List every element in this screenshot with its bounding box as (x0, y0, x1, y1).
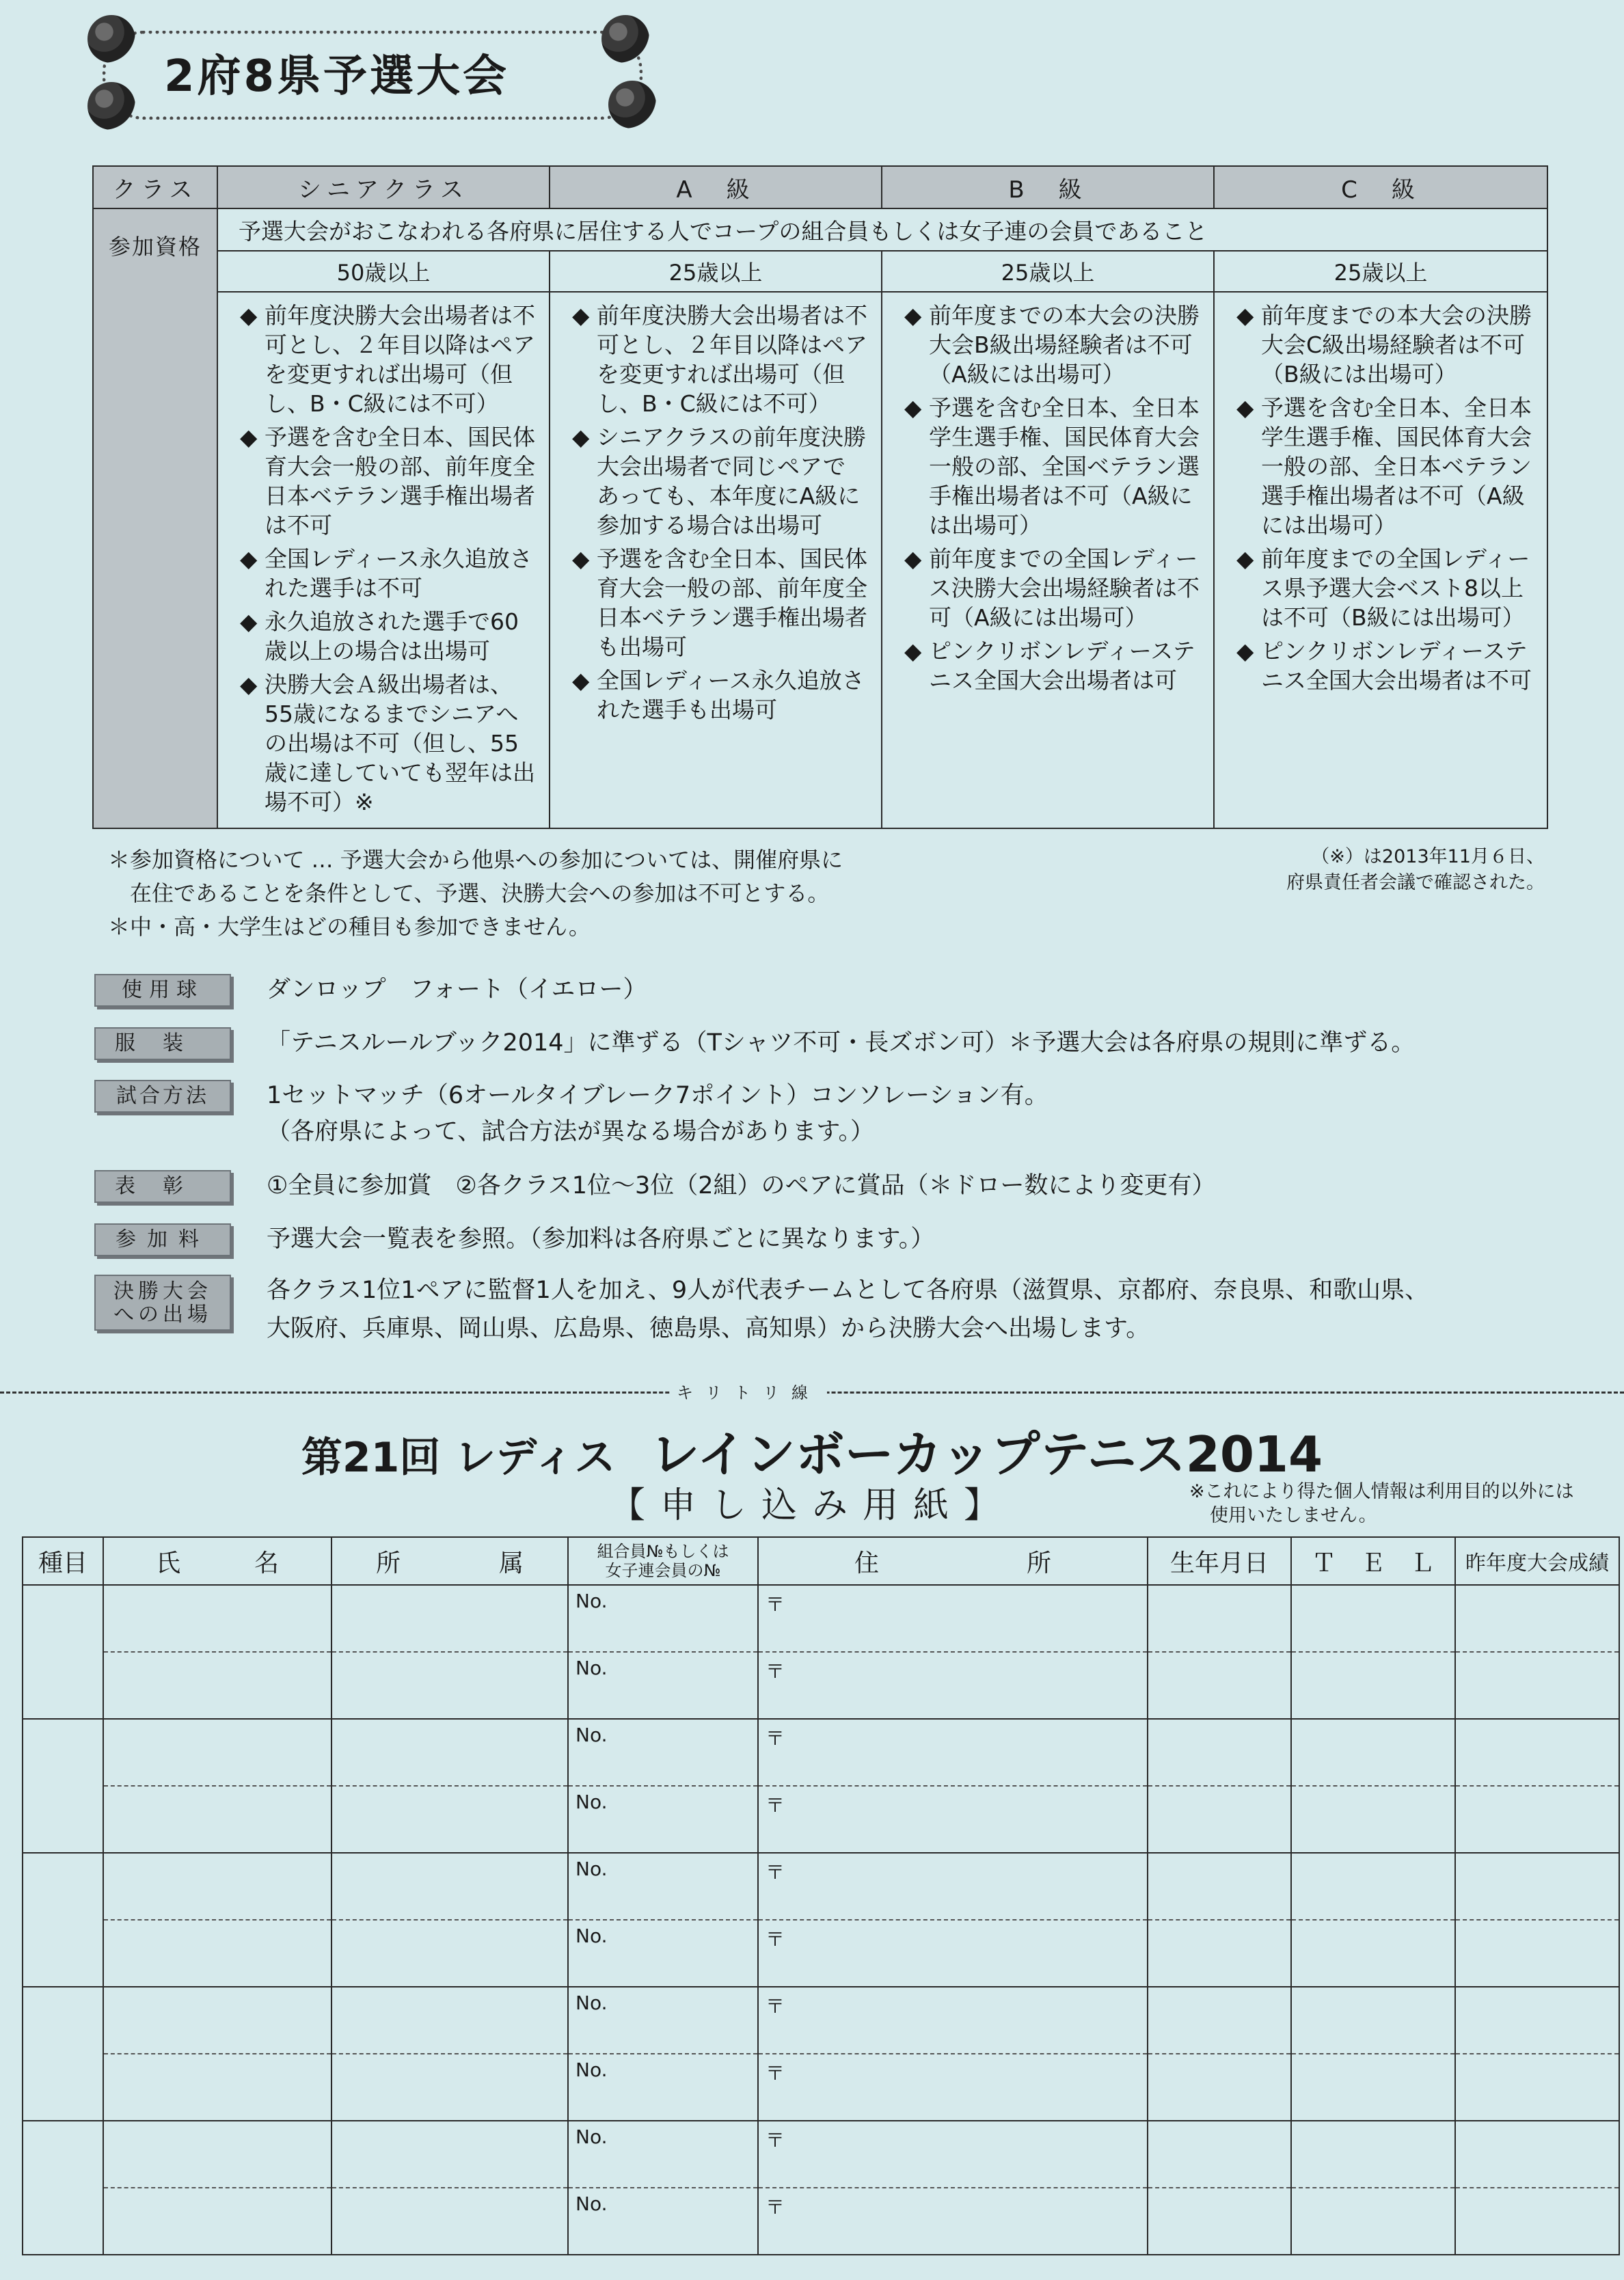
flower-ornament-icon (87, 15, 135, 63)
flower-ornament-icon (608, 81, 656, 128)
final-label (94, 1275, 231, 1331)
match-note: （各府県によって、試合方法が異なる場合があります。） (267, 1118, 875, 1145)
last-result-cell[interactable] (1455, 1652, 1619, 1719)
member-no-cell[interactable] (568, 1719, 758, 1786)
event-cell[interactable] (23, 1853, 103, 1987)
privacy-note-line1: ※これにより得た個人情報は利用目的以外には (1189, 1481, 1574, 1502)
tel-cell[interactable] (1291, 2188, 1455, 2255)
member-no-cell[interactable] (568, 1853, 758, 1920)
name-cell[interactable] (103, 1585, 331, 1652)
form-title (0, 1415, 1624, 1486)
affiliation-cell[interactable] (331, 1719, 568, 1786)
birthdate-cell[interactable] (1148, 1652, 1291, 1719)
rule-item: ◆ 決勝大会Ａ級出場者は、55歳になるまでシニアへの出場は不可（但し、55歳に達していても翌年は出場不可）※ (240, 670, 535, 817)
address-cell[interactable] (758, 1652, 1148, 1719)
class-header: クラス (93, 166, 217, 208)
table-row (23, 2121, 1619, 2188)
member-no-cell[interactable] (568, 1585, 758, 1652)
rule-item: ◆ 永久追放された選手で60歳以上の場合は出場可 (240, 607, 535, 666)
postal-mark: 〒 (766, 1727, 785, 1750)
column-b: B 級 (882, 166, 1214, 208)
rule-item: ◆ 前年度までの本大会の決勝大会B級出場経験者は不可（A級には出場可） (904, 301, 1200, 389)
header-tel: Ｔ Ｅ Ｌ (1291, 1537, 1455, 1585)
table-row (23, 1585, 1619, 1652)
note-confirmed-date: （※）は2013年11月６日、 (1311, 846, 1545, 867)
rule-item: ◆ ピンクリボンレディーステニス全国大会出場者は不可 (1236, 636, 1533, 695)
header-address: 住 所 (758, 1537, 1148, 1585)
address-cell[interactable] (758, 1786, 1148, 1853)
affiliation-cell[interactable] (331, 1853, 568, 1920)
table-row (23, 1786, 1619, 1853)
rule-item: ◆ 全国レディース永久追放された選手も出場可 (572, 666, 867, 724)
final-value-cont: 大阪府、兵庫県、岡山県、広島県、徳島県、高知県）から決勝大会へ出場します。 (267, 1315, 1150, 1342)
event-cell[interactable] (23, 1719, 103, 1853)
member-no-cell[interactable] (568, 1987, 758, 2054)
name-cell[interactable] (103, 2121, 331, 2188)
address-cell[interactable] (758, 1987, 1148, 2054)
name-cell[interactable] (103, 2188, 331, 2255)
rule-item: ◆ シニアクラスの前年度決勝大会出場者で同じペアであっても、本年度にA級に参加する場合は出場可 (572, 422, 867, 540)
affiliation-cell[interactable] (331, 2188, 568, 2255)
flower-ornament-icon (87, 82, 135, 130)
name-cell[interactable] (103, 1719, 331, 1786)
qualification-label: 参加資格 (93, 208, 217, 828)
final-label-line2: への出場 (113, 1303, 212, 1327)
last-result-cell[interactable] (1455, 1585, 1619, 1652)
tel-cell[interactable] (1291, 2054, 1455, 2121)
header-event: 種目 (23, 1537, 103, 1585)
address-cell[interactable] (758, 2054, 1148, 2121)
address-cell[interactable] (758, 2188, 1148, 2255)
birthdate-cell[interactable] (1148, 1987, 1291, 2054)
birthdate-cell[interactable] (1148, 1920, 1291, 1987)
no-prefix: No. (576, 1657, 608, 1679)
tel-cell[interactable] (1291, 1652, 1455, 1719)
age-senior: 50歳以上 (217, 251, 550, 292)
postal-mark: 〒 (766, 2196, 785, 2218)
birthdate-cell[interactable] (1148, 2121, 1291, 2188)
address-cell[interactable] (758, 1719, 1148, 1786)
application-table (22, 1536, 1620, 2255)
birthdate-cell[interactable] (1148, 1719, 1291, 1786)
table-row (23, 1987, 1619, 2054)
event-cell[interactable] (23, 1585, 103, 1719)
final-label-line1: 決勝大会 (113, 1279, 212, 1303)
note-confirmed-meeting: 府県責任者会議で確認された。 (1286, 872, 1545, 893)
fee-label: 参加料 (94, 1223, 231, 1256)
header-birthdate: 生年月日 (1148, 1537, 1291, 1585)
no-prefix: No. (576, 2193, 608, 2215)
no-prefix: No. (576, 1925, 608, 1947)
no-prefix: No. (576, 2126, 608, 2148)
event-cell[interactable] (23, 1987, 103, 2121)
no-prefix: No. (576, 1791, 608, 1813)
birthdate-cell[interactable] (1148, 1853, 1291, 1920)
last-result-cell[interactable] (1455, 2188, 1619, 2255)
rule-item: ◆ 前年度までの全国レディース県予選大会ベスト8以上は不可（B級には出場可） (1236, 544, 1533, 632)
tel-cell[interactable] (1291, 1786, 1455, 1853)
class-header-row (93, 166, 1547, 208)
address-cell[interactable] (758, 1853, 1148, 1920)
table-row (23, 1853, 1619, 1920)
header-member-no-line2: 女子連会員の№ (605, 1561, 721, 1580)
member-no-cell[interactable] (568, 1920, 758, 1987)
header-member-no-line1: 組合員№もしくは (597, 1542, 729, 1561)
postal-mark: 〒 (766, 1660, 785, 1683)
flower-ornament-icon (601, 15, 649, 63)
rule-item: ◆ 前年度決勝大会出場者は不可とし、２年目以降はペアを変更すれば出場可（但し、B・C級には不可） (572, 301, 867, 418)
birthdate-cell[interactable] (1148, 2054, 1291, 2121)
tel-cell[interactable] (1291, 1853, 1455, 1920)
affiliation-cell[interactable] (331, 1987, 568, 2054)
dress-label: 服装 (94, 1027, 231, 1060)
address-cell[interactable] (758, 2121, 1148, 2188)
name-cell[interactable] (103, 2054, 331, 2121)
tel-cell[interactable] (1291, 1719, 1455, 1786)
rule-item: ◆ 前年度決勝大会出場者は不可とし、２年目以降はペアを変更すれば出場可（但し、B・C級には不可） (240, 301, 535, 418)
last-result-cell[interactable] (1455, 2121, 1619, 2188)
postal-mark: 〒 (766, 1794, 785, 1817)
eligibility-table (92, 165, 1548, 829)
last-result-cell[interactable] (1455, 1719, 1619, 1786)
postal-mark: 〒 (766, 1928, 785, 1951)
rules-b (882, 292, 1214, 828)
member-no-cell[interactable] (568, 1652, 758, 1719)
birthdate-cell[interactable] (1148, 1585, 1291, 1652)
tel-cell[interactable] (1291, 1585, 1455, 1652)
note-participation: ＊参加資格について … 予選大会から他県への参加については、開催府県に (108, 847, 843, 873)
affiliation-cell[interactable] (331, 1585, 568, 1652)
postal-mark: 〒 (766, 1861, 785, 1884)
dress-value: 「テニスルールブック2014」に準ずる（Tシャツ不可・長ズボン可）＊予選大会は各府県の規則に準ずる。 (267, 1029, 1416, 1057)
member-no-cell[interactable] (568, 1786, 758, 1853)
affiliation-cell[interactable] (331, 1652, 568, 1719)
affiliation-cell[interactable] (331, 1786, 568, 1853)
award-label: 表彰 (94, 1170, 231, 1203)
table-row (23, 1652, 1619, 1719)
no-prefix: No. (576, 1590, 608, 1612)
note-participation-cont: 在住であることを条件として、予選、決勝大会への参加は不可とする。 (130, 880, 830, 906)
header-affiliation: 所 属 (331, 1537, 568, 1585)
column-a: A 級 (550, 166, 882, 208)
name-cell[interactable] (103, 1652, 331, 1719)
tel-cell[interactable] (1291, 1920, 1455, 1987)
rule-item: ◆ 前年度までの本大会の決勝大会C級出場経験者は不可（B級には出場可） (1236, 301, 1533, 389)
no-prefix: No. (576, 2059, 608, 2081)
postal-mark: 〒 (766, 2129, 785, 2152)
affiliation-cell[interactable] (331, 2121, 568, 2188)
match-label: 試合方法 (94, 1080, 231, 1113)
no-prefix: No. (576, 1724, 608, 1746)
no-prefix: No. (576, 1992, 608, 2014)
affiliation-cell[interactable] (331, 2054, 568, 2121)
table-row (23, 1719, 1619, 1786)
note-students: ＊中・高・大学生はどの種目も参加できません。 (108, 914, 591, 940)
tel-cell[interactable] (1291, 1987, 1455, 2054)
form-title-small: 第21回 レディス (301, 1434, 616, 1482)
name-cell[interactable] (103, 1987, 331, 2054)
fee-value: 予選大会一覧表を参照。（参加料は各府県ごとに異なります。） (267, 1225, 935, 1253)
age-b: 25歳以上 (882, 251, 1214, 292)
last-result-cell[interactable] (1455, 2054, 1619, 2121)
privacy-note-line2: 使用いたしません。 (1210, 1505, 1377, 1526)
last-result-cell[interactable] (1455, 1987, 1619, 2054)
no-prefix: No. (576, 1858, 608, 1880)
ball-label: 使用球 (94, 974, 231, 1007)
member-no-cell[interactable] (568, 2054, 758, 2121)
header-last-result: 昨年度大会成績 (1455, 1537, 1619, 1585)
match-value: 1セットマッチ（6オールタイブレーク7ポイント）コンソレーション有。 (267, 1082, 1048, 1109)
common-requirement: 予選大会がおこなわれる各府県に居住する人でコープの組合員もしくは女子連の会員であること (217, 208, 1547, 251)
last-result-cell[interactable] (1455, 1920, 1619, 1987)
age-a: 25歳以上 (550, 251, 882, 292)
postal-mark: 〒 (766, 2062, 785, 2085)
member-no-cell[interactable] (568, 2121, 758, 2188)
event-cell[interactable] (23, 2121, 103, 2255)
rule-item: ◆ ピンクリボンレディーステニス全国大会出場者は可 (904, 636, 1200, 695)
birthdate-cell[interactable] (1148, 1786, 1291, 1853)
final-value: 各クラス1位1ペアに監督1人を加え、9人が代表チームとして各府県（滋賀県、京都府、奈良県、和歌山県、 (267, 1277, 1429, 1304)
postal-mark: 〒 (766, 1995, 785, 2018)
name-cell[interactable] (103, 1853, 331, 1920)
tel-cell[interactable] (1291, 2121, 1455, 2188)
award-value: ①全員に参加賞 ②各クラス1位〜3位（2組）のペアに賞品（＊ドロー数により変更有） (267, 1172, 1216, 1199)
name-cell[interactable] (103, 1920, 331, 1987)
privacy-note (1189, 1480, 1574, 1528)
page-title: 2府8県予選大会 (164, 51, 510, 102)
rule-item: ◆ 予選を含む全日本、全日本学生選手権、国民体育大会一般の部、全日本ベテラン選手権出場者は不可（A級には出場可） (1236, 393, 1533, 540)
address-cell[interactable] (758, 1585, 1148, 1652)
birthdate-cell[interactable] (1148, 2188, 1291, 2255)
form-title-big: レインボーカップテニス2014 (650, 1426, 1323, 1483)
age-c: 25歳以上 (1214, 251, 1547, 292)
table-row (23, 2188, 1619, 2255)
application-header-row (23, 1537, 1619, 1585)
rule-item: ◆ 全国レディース永久追放された選手は不可 (240, 544, 535, 603)
affiliation-cell[interactable] (331, 1920, 568, 1987)
table-row (23, 1920, 1619, 1987)
rules-a (550, 292, 882, 828)
member-no-cell[interactable] (568, 2188, 758, 2255)
last-result-cell[interactable] (1455, 1853, 1619, 1920)
rule-item: ◆ 予選を含む全日本、全日本学生選手権、国民体育大会一般の部、全国ベテラン選手権出場者は不可（A級には出場可） (904, 393, 1200, 540)
header-member-no (568, 1537, 758, 1585)
cut-line-label: キリトリ線 (670, 1379, 827, 1403)
rules-c (1214, 292, 1547, 828)
column-c: C 級 (1214, 166, 1547, 208)
ball-value: ダンロップ フォート（イエロー） (267, 976, 647, 1003)
rule-item: ◆ 予選を含む全日本、国民体育大会一般の部、前年度全日本ベテラン選手権出場者も出場可 (572, 544, 867, 662)
header-name: 氏 名 (103, 1537, 331, 1585)
form-subtitle: 【申し込み用紙】 (609, 1485, 1014, 1526)
name-cell[interactable] (103, 1786, 331, 1853)
address-cell[interactable] (758, 1920, 1148, 1987)
rule-item: ◆ 予選を含む全日本、国民体育大会一般の部、前年度全日本ベテラン選手権出場者は不可 (240, 422, 535, 540)
rules-senior (217, 292, 550, 828)
rule-item: ◆ 前年度までの全国レディース決勝大会出場経験者は不可（A級には出場可） (904, 544, 1200, 632)
postal-mark: 〒 (766, 1593, 785, 1616)
column-senior: シニアクラス (217, 166, 550, 208)
last-result-cell[interactable] (1455, 1786, 1619, 1853)
table-row (23, 2054, 1619, 2121)
